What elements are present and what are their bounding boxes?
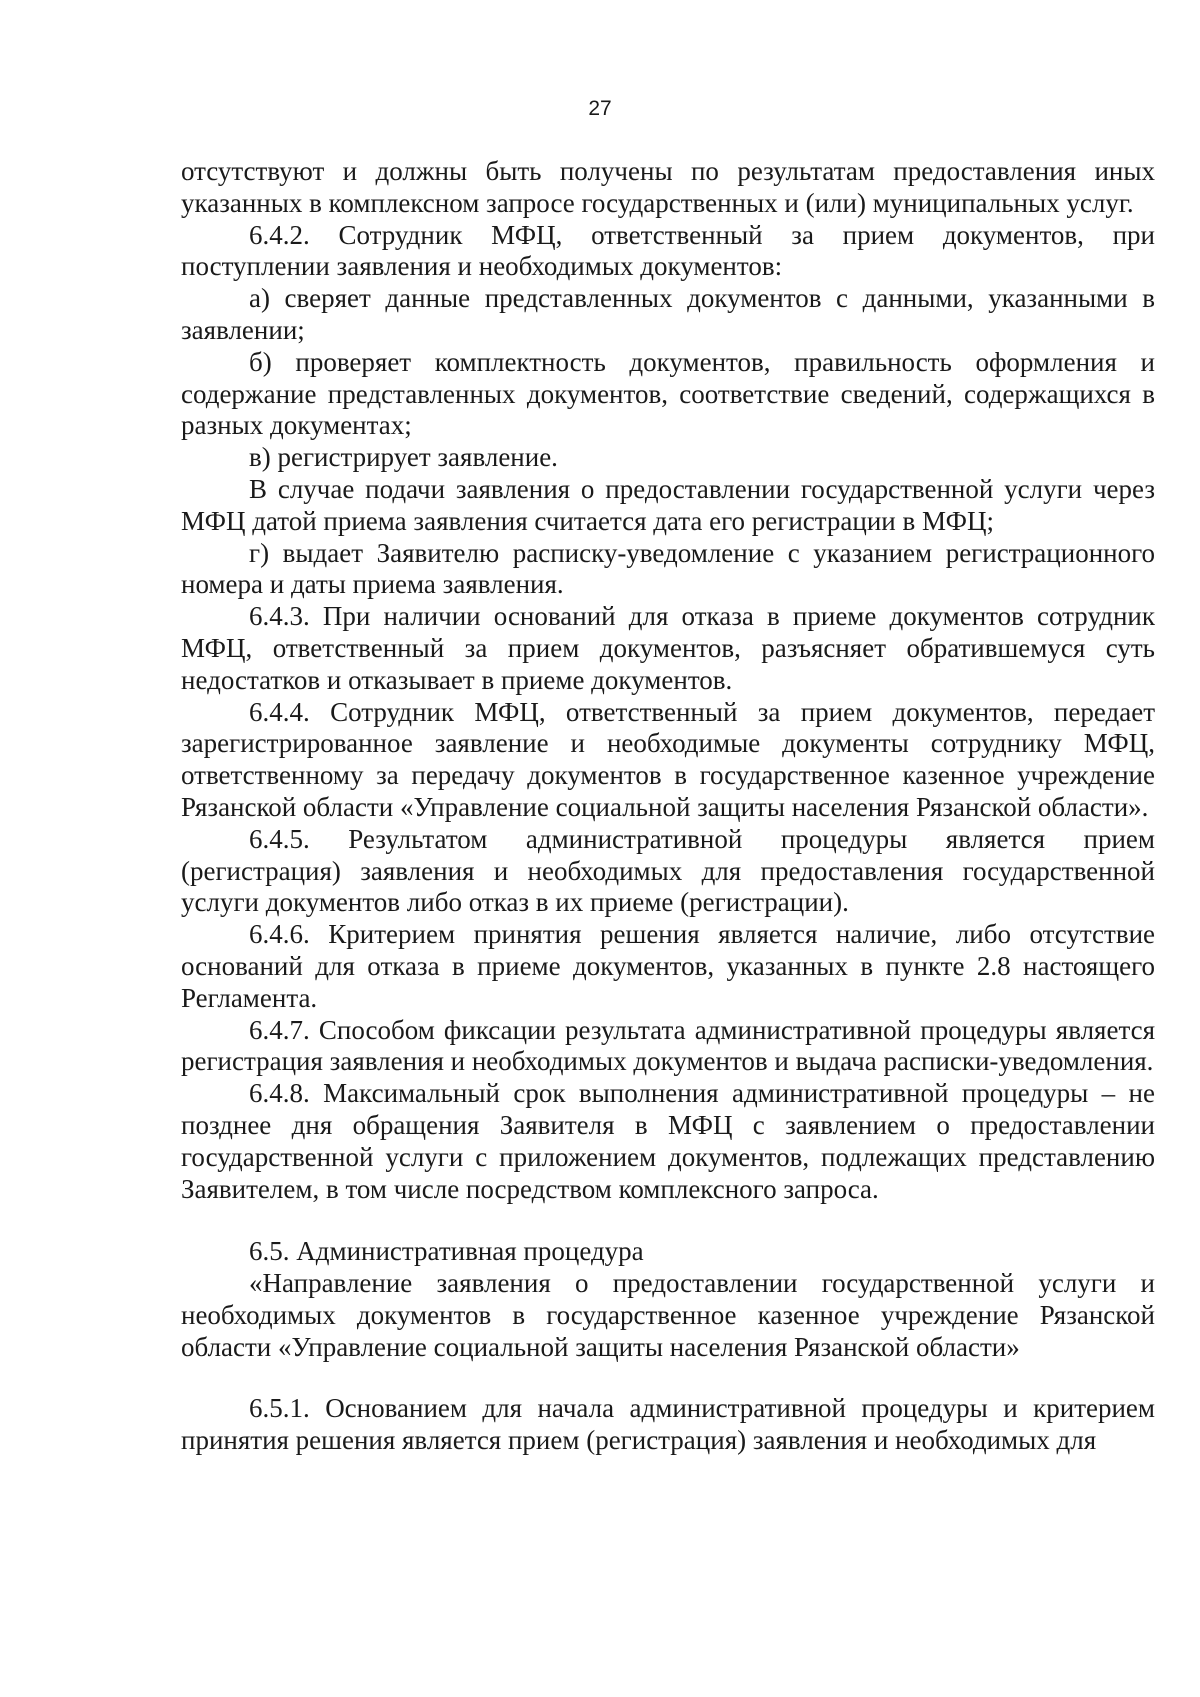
paragraph-6-4-4: 6.4.4. Сотрудник МФЦ, ответственный за прием документов, передает зарегистрированное заявление и необходимые документы сотруднику МФЦ, ответственному за передачу документов в государственное казенное учреждение Рязанской области «Управление социальной защиты населения Рязанской области». [181,696,1155,822]
list-item-g: г) выдает Заявителю расписку-уведомление с указанием регистрационного номера и даты приема заявления. [181,537,1155,600]
paragraph-registration-note: В случае подачи заявления о предоставлении государственной услуги через МФЦ датой приема заявления считается дата его регистрации в МФЦ; [181,473,1155,536]
paragraph-6-4-2: 6.4.2. Сотрудник МФЦ, ответственный за прием документов, при поступлении заявления и необходимых документов: [181,219,1155,282]
section-title: «Направление заявления о предоставлении государственной услуги и необходимых документов в государственное казенное учреждение Рязанской области «Управление социальной защиты населения Рязанской области» [181,1268,1155,1362]
paragraph-continuation: отсутствуют и должны быть получены по результатам предоставления иных указанных в комплексном запросе государственных и (или) муниципальных услуг. [181,156,1155,218]
section-heading: 6.5. Административная процедура [249,1236,644,1267]
paragraph-6-4-7: 6.4.7. Способом фиксации результата административной процедуры является регистрация заявления и необходимых документов и выдача расписки-уведомления. [181,1014,1155,1077]
list-item-b: б) проверяет комплектность документов, правильность оформления и содержание представленных документов, соответствие сведений, содержащихся в разных документах; [181,346,1155,441]
section-spacer [181,1363,1155,1393]
paragraph-6-4-8: 6.4.8. Максимальный срок выполнения административной процедуры – не позднее дня обращения Заявителя в МФЦ с заявлением о предоставлении государственной услуги с приложением документов, подлежащих представлению Заявителем, в том числе посредством комплексного запроса. [181,1078,1155,1204]
paragraph-6-4-3: 6.4.3. При наличии оснований для отказа в приеме документов сотрудник МФЦ, ответственный за прием документов, разъясняет обратившемуся суть недостатков и отказывает в приеме документов. [181,601,1155,695]
document-body [181,156,1155,1457]
section-spacer [181,1205,1155,1236]
paragraph-6-4-6: 6.4.6. Критерием принятия решения является наличие, либо отсутствие оснований для отказа в приеме документов, указанных в пункте 2.8 настоящего Регламента. [181,919,1155,1013]
page-number: 27 [588,97,612,120]
paragraph-6-4-5: 6.4.5. Результатом административной процедуры является прием (регистрация) заявления и необходимых для предоставления государственной услуги документов либо отказ в их приеме (регистрации). [181,823,1155,918]
paragraph-6-5-1: 6.5.1. Основанием для начала административной процедуры и критерием принятия решения является прием (регистрация) заявления и необходимых для [181,1393,1155,1456]
list-item-v: в) регистрирует заявление. [249,442,558,473]
list-item-a: а) сверяет данные представленных документов с данными, указанными в заявлении; [181,283,1155,345]
